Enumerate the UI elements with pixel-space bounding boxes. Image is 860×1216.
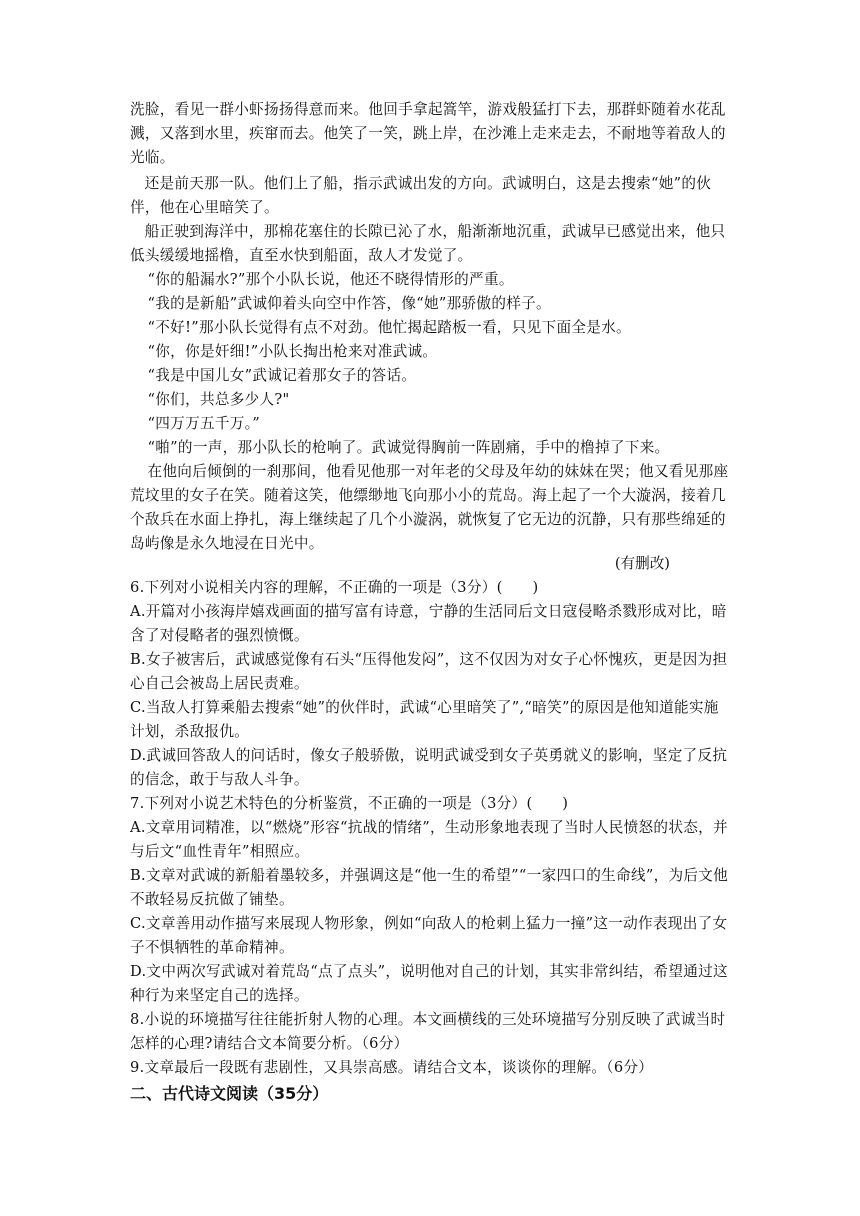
question-6: 6.下列对小说相关内容的理解，不正确的一项是（3分）( ) — [130, 579, 539, 596]
question-6-option-c: C.当敌人打算乘船去搜索“她”的伙伴时，武诚“心里暗笑了”,“暗笑”的原因是他知道能实施计划，杀敌报仇。 — [130, 699, 719, 740]
section-heading: 二、古代诗文阅读（35分） — [130, 1084, 329, 1103]
question-6-option-b: B.女子被害后，武诚感觉像有石头“压得他发闷”，这不仅因为对女子心怀愧疚，更是因为担心自己会被岛上居民责难。 — [130, 651, 728, 692]
story-paragraph-1: 洗脸，看见一群小虾扬扬得意而来。他回手拿起篙竿，游戏般猛打下去，那群虾随着水花乱溅，又落到水里，疾窜而去。他笑了一笑，跳上岸，在沙滩上走来走去，不耐地等着敌人的光临。 — [130, 101, 726, 166]
source-note: (有删改) — [614, 555, 670, 572]
dialogue-line-3: “不好!”那小队长觉得有点不对劲。他忙揭起踏板一看，只见下面全是水。 — [147, 319, 631, 336]
story-paragraph-2: 还是前天那一队。他们上了船，指示武诚出发的方向。武诚明白，这是去搜索“她”的伙伴，他在心里暗笑了。 — [130, 175, 712, 216]
question-7-option-d: D.文中两次写武诚对着荒岛“点了点头”，说明他对自己的计划，其实非常纠结，希望通过这种行为来坚定自己的选择。 — [130, 963, 728, 1004]
question-7-option-c: C.文章善用动作描写来展现人物形象，例如“向敌人的枪刺上猛力一撞”这一动作表现出了女子不惧牺牲的革命精神。 — [130, 915, 728, 956]
story-paragraph-3: 船正驶到海洋中，那棉花塞住的长隙已沁了水，船渐渐地沉重，武诚早已感觉出来，他只低头缓缓地摇橹，直至水快到船面，敌人才发觉了。 — [130, 223, 726, 264]
question-7-option-b: B.文章对武诚的新船着墨较多，并强调这是“他一生的希望”“一家四口的生命线”，为后文他不敢轻易反抗做了铺垫。 — [130, 867, 729, 908]
question-7-option-a: A.文章用词精准，以“燃烧”形容“抗战的情绪”，生动形象地表现了当时人民愤怒的状态，并与后文“血性青年”相照应。 — [130, 819, 728, 860]
question-6-option-a: A.开篇对小孩海岸嬉戏画面的描写富有诗意，宁静的生活同后文日寇侵略杀戮形成对比，暗含了对侵略者的强烈愤慨。 — [130, 603, 727, 644]
question-6-option-d: D.武诚回答敌人的问话时，像女子般骄傲，说明武诚受到女子英勇就义的影响，坚定了反抗的信念，敢于与敌人斗争。 — [130, 747, 728, 788]
dialogue-line-8: “啪”的一声，那小队长的枪响了。武诚觉得胸前一阵剧痛，手中的橹掉了下来。 — [147, 439, 670, 456]
dialogue-line-4: “你，你是奸细!”小队长掏出枪来对准武诚。 — [147, 343, 438, 360]
story-final-paragraph: 在他向后倾倒的一刹那间，他看见他那一对年老的父母及年幼的妹妹在哭；他又看见那座荒坟里的女子在笑。随着这笑，他缥缈地飞向那小小的荒岛。海上起了一个大漩涡，接着几个敌兵在水面上挣扎，海上继续起了几个小漩涡，就恢复了它无边的沉静，只有那些绵延的岛屿像是永久地浸在日光中。 — [130, 463, 729, 552]
dialogue-line-2: “我的是新船”武诚仰着头向空中作答，像“她”那骄傲的样子。 — [147, 295, 551, 312]
question-9: 9.文章最后一段既有悲剧性，又具崇高感。请结合文本，谈谈你的理解。（6分） — [130, 1059, 654, 1076]
dialogue-line-5: “我是中国儿女”武诚记着那女子的答话。 — [147, 367, 417, 384]
question-7: 7.下列对小说艺术特色的分析鉴赏，不正确的一项是（3分）( ) — [130, 795, 569, 812]
dialogue-line-1: “你的船漏水?”那个小队长说，他还不晓得情形的严重。 — [147, 271, 514, 288]
question-8: 8.小说的环境描写往往能折射人物的心理。本文画横线的三处环境描写分别反映了武诚当时怎样的心理?请结合文本简要分析。（6分） — [130, 1011, 726, 1052]
dialogue-line-7: “四万万五千万。” — [147, 415, 260, 432]
dialogue-line-6: “你们，共总多少人?" — [147, 391, 290, 408]
